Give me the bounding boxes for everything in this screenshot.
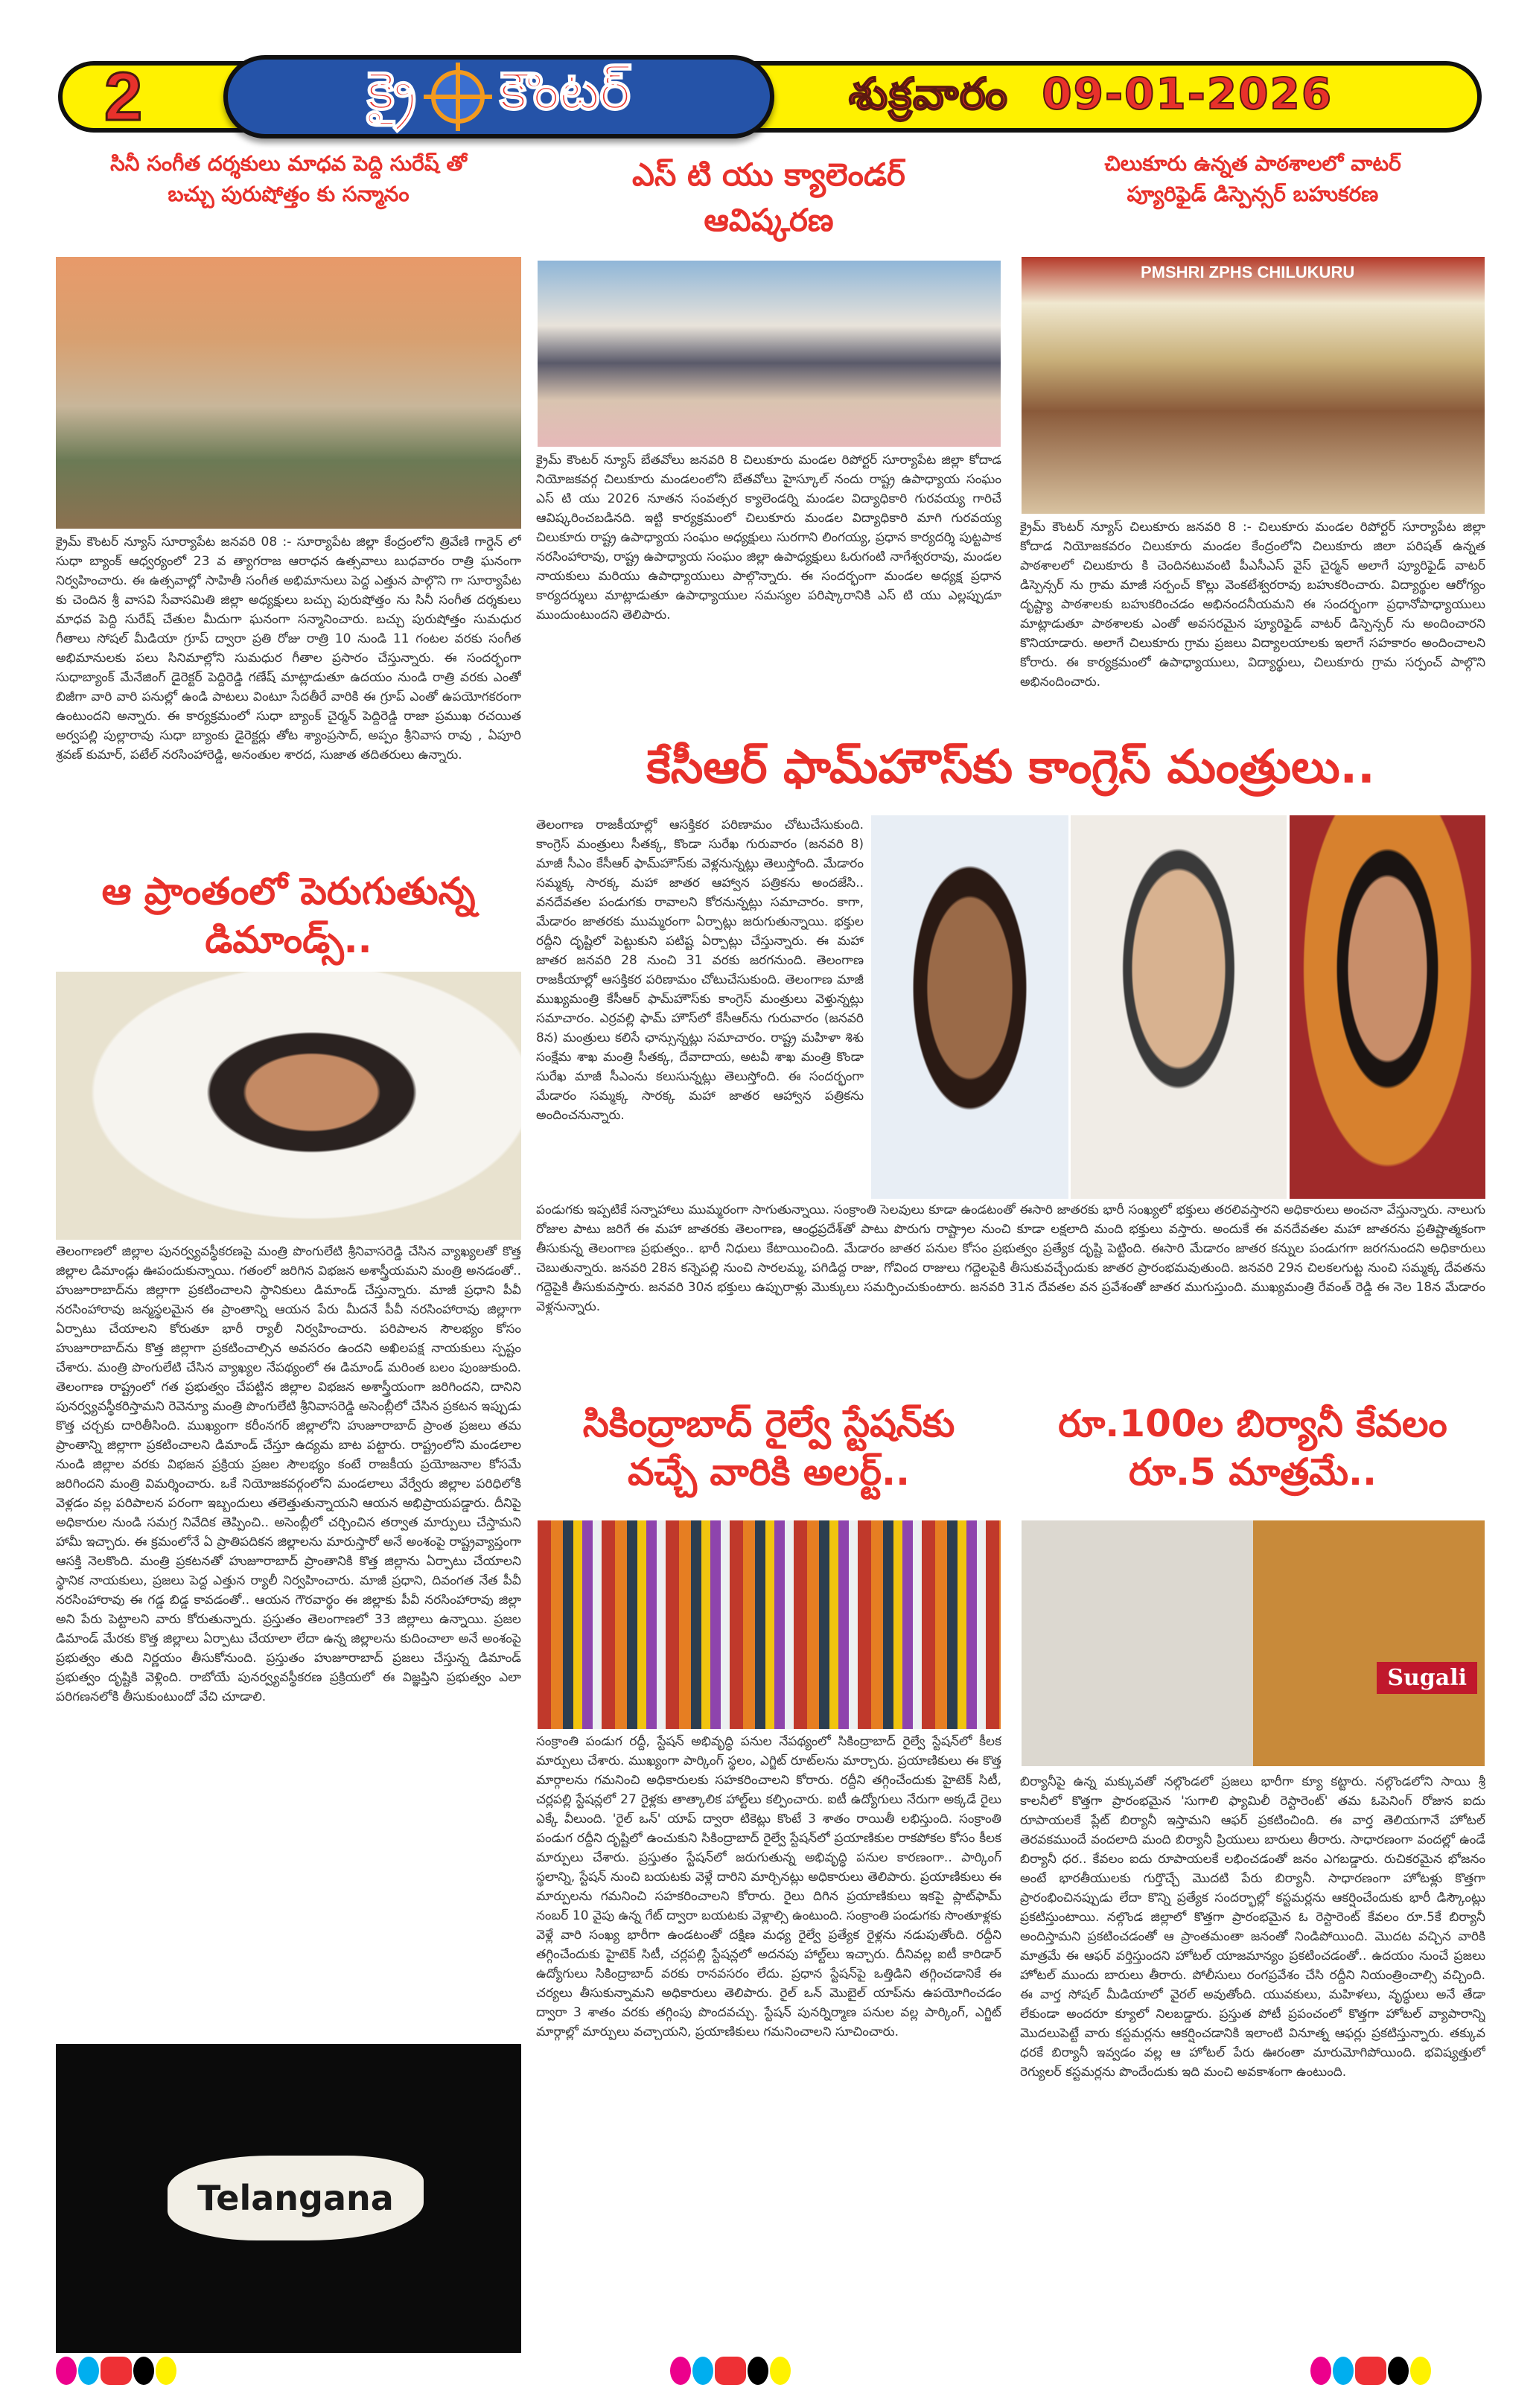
page-number: 2 <box>104 59 143 135</box>
music-headline <box>56 149 521 209</box>
telangana-map-photo <box>56 2044 521 2353</box>
logo-text-crime: క్రై <box>367 60 417 121</box>
magenta-mark <box>670 2357 691 2385</box>
kcr-photo <box>1071 815 1287 1199</box>
minister-seethakka-photo <box>871 815 1068 1199</box>
biryani-headline <box>1020 1400 1485 1497</box>
minister-konda-surekha-photo <box>1290 815 1485 1199</box>
demands-body: తెలంగాణలో జిల్లాల పునర్వ్యవస్థీకరణపై మంత్రి పొంగులేటి శ్రీనివాసరెడ్డి చేసిన వ్యాఖ్యలతో కొత్త జిల్లాల డిమాండ్లు ఊపందుకున్నాయి. గతంలో జరిగిన విభజన అశాస్త్రీయమని మంత్రి అనడంతో.. హుజూరాబాద్‌ను జిల్లాగా ప్రకటించాలని స్థానికులు డిమాండ్ చేస్తున్నారు. మాజీ ప్రధాని పీవీ నరసింహారావు జన్మస్థలమైన ఈ ప్రాంతాన్ని ఆయన పేరు మీదనే పీవీ నరసింహారావు జిల్లాగా ఏర్పాటు చేయాలని కోరుతూ భారీ ర్యాలీ నిర్వహించారు. పరిపాలన సౌలభ్యం కోసం హుజూరాబాద్‌ను కొత్త జిల్లాగా ప్రకటించాల్సిన అవసరం ఉందని అఖిలపక్ష నాయకులు స్పష్టం చేశారు. మంత్రి పొంగులేటి చేసిన వ్యాఖ్యల నేపథ్యంలో ఈ డిమాండ్ మరింత బలం పుంజుకుంది. తెలంగాణ రాష్ట్రంలో గత ప్రభుత్వం చేపట్టిన జిల్లాల విభజన అశాస్త్రీయంగా జరిగిందని, దానిని పునర్వ్యవస్థీకరిస్తామని రెవెన్యూ మంత్రి పొంగులేటి శ్రీనివాసరెడ్డి అసెంబ్లీలో చేసిన ప్రకటన ఇప్పుడు కొత్త చర్చకు దారితీసింది. ముఖ్యంగా కరీంనగర్ జిల్లాలోని హుజూరాబాద్ ప్రాంత ప్రజలు తమ ప్రాంతాన్ని జిల్లాగా ప్రకటించాలని డిమాండ్ చేస్తూ ఉద్యమ బాట పట్టారు. రాష్ట్రంలోని మండలాల నుండి జిల్లాల వరకు విభజన ప్రక్రియ ప్రజల సౌలభ్యం కంటే రాజకీయ ప్రయోజనాల కోసమే జరిగిందని మంత్రి విమర్శించారు. ఒకే నియోజకవర్గంలోని మండలాలు వేర్వేరు జిల్లాల పరిధిలోకి వెళ్లడం వల్ల పరిపాలన పరంగా ఇబ్బందులు తలెత్తుతున్నాయని ఆయన అభిప్రాయపడ్డారు. దీనిపై అధికారుల నుండి సమగ్ర నివేదిక తెప్పించి.. అసెంబ్లీలో చర్చించిన తర్వాత మార్పులు చేస్తామని హామీ ఇచ్చారు. ఈ క్రమంలోనే ఏ ప్రాతిపదికన జిల్లాలను మారుస్తారో అనే అంశంపై రాష్ట్రవ్యాప్తంగా ఆసక్తి నెలకొంది. మంత్రి ప్రకటనతో హుజూరాబాద్ ప్రాంతానికి కొత్త జిల్లాను ఏర్పాటు చేయాలని స్థానిక నాయకులు, ప్రజలు పెద్ద ఎత్తున ర్యాలీ నిర్వహించారు. మాజీ ప్రధాని, దివంగత నేత పీవీ నరసింహారావు ఈ గడ్డ బిడ్డ కావడంతో.. ఆయన గౌరవార్థం ఈ జిల్లాకు పీవీ నరసింహారావు జిల్లా అని పేరు పెట్టాలని వారు కోరుతున్నారు. ప్రస్తుతం తెలంగాణలో 33 జిల్లాలు ఉన్నాయి. ప్రజల డిమాండ్ మేరకు కొత్త జిల్లాలు ఏర్పాటు చేయాలా లేదా ఉన్న జిల్లాలను కుదించాలా అనే అంశంపై ప్రభుత్వం తుది నిర్ణయం తీసుకోనుంది. ప్రస్తుతం హుజూరాబాద్ ప్రజలు చేస్తున్న డిమాండ్ ప్రభుత్వం దృష్టికి వెళ్లింది. రాబోయే పునర్వ్యవస్థీకరణ ప్రక్రియలో ఈ విజ్ఞప్తిని ప్రభుత్వం ఎలా పరిగణనలోకి తీసుకుంటుందో వేచి చూడాలి. <box>56 1244 521 1704</box>
yellow-mark <box>156 2357 176 2385</box>
red-mark <box>1355 2357 1386 2385</box>
registration-marks-left <box>56 2357 176 2385</box>
water-headline <box>1020 149 1485 209</box>
water-headline-line2: ప్యూరిఫైడ్ డిస్పెన్సర్ బహుకరణ <box>1127 181 1379 206</box>
calendar-headline-line2: ఆవిష్కరణ <box>704 201 834 238</box>
music-headline-line1: సినీ సంగీత దర్శకులు మాధవ పెద్ది సురేష్ తో <box>110 151 467 176</box>
black-mark <box>748 2357 768 2385</box>
water-body: క్రైమ్ కౌంటర్ న్యూస్ చిలుకూరు జనవరి 8 :- చిలుకూరు మండల రిపోర్టర్ సూర్యాపేట జిల్లా కోదాడ నియోజకవరం చిలుకూరు మండల కేంద్రంలోని చిలుకూరు జిలా పరిషత్ ఉన్నత పాఠశాలలో చిలుకూరు కి చెందినటువంటి పీఎసీఎస్ వైస్ చైర్మన్ అలాగే ప్యూరిఫైడ్ వాటర్ డిస్పెన్సర్ ను గ్రామ మాజీ సర్పంచ్ కొల్లు వెంకటేశ్వరరావు బహుకరించారు. విద్యార్థుల ఆరోగ్యం దృష్ట్యా పాఠశాలకు బహుకరించడం అభినందనీయమని ఈ సందర్భంగా ప్రధానోపాధ్యాయులు మాట్లాడుతూ పాఠశాలకు ఎంతో అవసరమైన ప్యూరిఫైడ్ వాటర్ డిస్పెన్సర్ ను అందించారని కొనియాడారు. అలాగే చిలుకూరు గ్రామ ప్రజలు విద్యాలయాలకు ఇలాగే సహకారం అందించాలని కోరారు. ఈ కార్యక్రమంలో ఉపాధ్యాయులు, విద్యార్థులు, చిలుకూరు గ్రామ సర్పంచ్ పాల్గొని అభినందించారు. <box>1020 520 1485 689</box>
yellow-mark <box>770 2357 791 2385</box>
calendar-launch-photo <box>538 261 1001 447</box>
biryani-queue-photo <box>1022 1520 1485 1766</box>
cyan-mark <box>692 2357 713 2385</box>
day-label: శుక్రవారం <box>849 69 1009 119</box>
demands-headline-line2: డిమాండ్స్.. <box>205 918 372 961</box>
demands-headline <box>56 867 521 964</box>
magenta-mark <box>56 2357 77 2385</box>
newspaper-logo <box>223 55 774 138</box>
cyan-mark <box>78 2357 99 2385</box>
calendar-body: క్రైమ్ కౌంటర్ న్యూస్ బేతవోలు జనవరి 8 చిలుకూరు మండల రిపోర్టర్ సూర్యాపేట జిల్లా కోదాడ నియోజకవర్గ చిలుకూరు మండలంలోని బేతవోలు హైస్కూల్ నందు రాష్ట్ర ఉపాధ్యాయ సంఘం ఎస్ టి యు 2026 నూతన సంవత్సర క్యాలెండర్ని మండల విద్యాధికారి గురవయ్య గారిచే ఆవిష్కరించబడినది. ఇట్టి కార్యక్రమంలో చిలుకూరు మండల విద్యాధికారి మాగి గురవయ్య చిలుకూరు రాష్ట్ర ఉపాధ్యాయ సంఘం అధ్యక్షులు సురగాని లింగయ్య, ప్రధాన కార్యదర్శి పుట్టపాక నరసింహారావు, రాష్ట్ర ఉపాధ్యాయ సంఘం జిల్లా ఉపాధ్యక్షులు ఓరుగంటి నాగేశ్వరరావు, మండల నాయకులు మరియు ఉపాధ్యాయులు పాల్గొన్నారు. ఈ సందర్భంగా మండల అధ్యక్ష ప్రధాన కార్యదర్శులు మాట్లాడుతూ ఉపాధ్యాయుల సమస్యల పరిష్కారానికి ఎస్ టి యు ఎల్లప్పుడూ ముందుంటుందని తెలిపారు. <box>536 453 1001 622</box>
calendar-headline-line1: ఎస్ టి యు క్యాలెండర్ <box>632 156 905 193</box>
railway-headline-line1: సికింద్రాబాద్ రైల్వే స్టేషన్‌కు <box>582 1402 955 1445</box>
calendar-headline <box>536 153 1001 243</box>
water-headline-line1: చిలుకూరు ఉన్నత పాఠశాలలో వాటర్ <box>1104 151 1401 176</box>
registration-marks-center <box>670 2357 791 2385</box>
crosshair-icon <box>431 70 485 124</box>
logo-text-counter: కౌంటర్ <box>500 60 631 121</box>
kcr-body-wide: పండుగకు ఇప్పటికే సన్నాహాలు ముమ్మరంగా సాగుతున్నాయి. సంక్రాంతి సెలవులు కూడా ఉండటంతో ఈసారి జాతరకు భారీ సంఖ్యలో భక్తులు తరలివస్తారని అధికారులు అంచనా వేస్తున్నారు. నాలుగు రోజుల పాటు జరిగే ఈ మహా జాతరకు తెలంగాణ, ఆంధ్రప్రదేశ్‌తో పాటు పొరుగు రాష్ట్రాల నుంచి కూడా లక్షలాది మంది భక్తులు వస్తారు. అందుకే ఈ వనదేవతల మహా జాతరను ప్రతిష్టాత్మకంగా తీసుకున్న తెలంగాణ ప్రభుత్వం.. భారీ నిధులు కేటాయించింది. మేడారం జాతర పనుల కోసం ప్రభుత్వం ప్రత్యేక దృష్టి పెట్టింది. ఈసారి మేడారం జాతర కన్నుల పండుగగా జరగనుందని అధికారులు చెబుతున్నారు. జనవరి 28న కన్నెపల్లి నుంచి సారలమ్మ, పగిడిద్ద రాజు, గోవింద రాజులు గద్దెలపైకి తీసుకువచ్చేందుకు జాతర ప్రారంభమవుతుంది. జనవరి 29న చిలకలగుట్ట నుంచి సమ్మక్క దేవతను గద్దెపైకి తీసుకువస్తారు. జనవరి 30న భక్తులు ఉప్పురాళ్లు మొక్కులు సమర్పించుకుంటారు. జనవరి 31న దేవతల వన ప్రవేశంతో జాతర ముగుస్తుంది. ముఖ్యమంత్రి రేవంత్ రెడ్డి ఈ నెల 18న మేడారం వెళ్లనున్నారు. <box>536 1203 1485 1314</box>
telangana-map-label: Telangana <box>168 2156 424 2240</box>
biryani-headline-line2: రూ.5 మాత్రమే.. <box>1129 1450 1377 1494</box>
dateline <box>849 69 1333 130</box>
kcr-body-column: తెలంగాణ రాజకీయాల్లో ఆసక్తికర పరిణామం చోటుచేసుకుంది. కాంగ్రెస్ మంత్రులు సీతక్క, కొండా సురేఖ గురువారం (జనవరి 8) మాజీ సీఎం కేసీఆర్ ఫామ్‌హౌస్‌కు వెళ్లనున్నట్లు తెలుస్తోంది. మేడారం సమ్మక్క సారక్క మహా జాతర ఆహ్వాన పత్రికను అందజేసి.. వనదేవతల పండుగకు రావాలని కోరనున్నట్లు సమాచారం. కాగా, మేడారం జాతరకు ముమ్మరంగా ఏర్పాట్లు జరుగుతున్నాయి. భక్తుల రద్దీని దృష్టిలో పెట్టుకుని పటిష్ట ఏర్పాట్లు చేస్తున్నారు. ఈ మహా జాతర జనవరి 28 నుంచి 31 వరకు జరగనుంది. తెలంగాణ రాజకీయాల్లో ఆసక్తికర పరిణామం చోటుచేసుకుంది. తెలంగాణ మాజీ ముఖ్యమంత్రి కేసీఆర్ ఫామ్‌హౌస్‌కు కాంగ్రెస్ మంత్రులు వెళ్తున్నట్లు సమాచారం. ఎర్రవల్లి ఫామ్ హౌస్‌లో కేసీఆర్‌ను గురువారం (జనవరి 8న) మంత్రులు కలిసే ఛాన్సున్నట్లు సమాచారం. రాష్ట్ర మహిళా శిశు సంక్షేమ శాఖ మంత్రి సీతక్క, దేవాదాయ, అటవీ శాఖ మంత్రి కొండా సురేఖ మాజీ సీఎంను కలుసున్నట్లు తెలుస్తోంది. ఈ సందర్భంగా మేడారం సమ్మక్క సారక్క మహా జాతర ఆహ్వాన పత్రికను అందించనున్నారు. <box>536 818 864 1123</box>
railway-body: సంక్రాంతి పండుగ రద్దీ, స్టేషన్ అభివృద్ధి పనుల నేపథ్యంలో సికింద్రాబాద్ రైల్వే స్టేషన్‌లో కీలక మార్పులు చేశారు. ముఖ్యంగా పార్కింగ్ స్థలం, ఎగ్జిట్ రూట్‌లను మార్చారు. ప్రయాణికులు ఈ కొత్త మార్గాలను గమనించి అధికారులకు సహకరించాలని కోరారు. రద్దీని తగ్గించేందుకు హైటెక్ సిటీ, చర్లపల్లి స్టేషన్లలో 27 రైళ్లకు తాత్కాలిక హాల్ట్‌లు కల్పించారు. ఐటీ ఉద్యోగులు నేరుగా అక్కడే రైలు ఎక్కే వీలుంది. 'రైల్ ఒన్' యాప్ ద్వారా టికెట్లు కొంటే 3 శాతం రాయితీ లభిస్తుంది. సంక్రాంతి పండుగ రద్దీని దృష్టిలో ఉంచుకుని సికింద్రాబాద్ రైల్వే స్టేషన్‌లో ప్రయాణికుల రాకపోకల కోసం కీలక మార్పులు చేశారు. ప్రస్తుతం స్టేషన్‌లో జరుగుతున్న అభివృద్ధి పనుల కారణంగా.. పార్కింగ్ స్థలాన్ని, స్టేషన్ నుంచి బయటకు వెళ్లే దారిని మార్చినట్లు అధికారులు తెలిపారు. ప్రయాణికులు ఈ మార్పులను గమనించి సహకరించాలని కోరారు. రైలు దిగిన ప్రయాణికులు ఇకపై ప్లాట్‌ఫామ్ నంబర్ 10 వైపు ఉన్న గేట్ ద్వారా బయటకు వెళ్లాల్సి ఉంటుంది. సంక్రాంతి పండుగకు సొంతూళ్లకు వెళ్లే వారి సంఖ్య భారీగా ఉండటంతో దక్షిణ మధ్య రైల్వే ప్రత్యేక రైళ్లను నడుపుతోంది. రద్దీని తగ్గించేందుకు హైటెక్ సిటీ, చర్లపల్లి స్టేషన్లలో అదనపు హాల్ట్‌లు ఇచ్చారు. దీనివల్ల ఐటీ కారిడార్ ఉద్యోగులు సికింద్రాబాద్ వరకు రానవసరం లేదు. ప్రధాన స్టేషన్‌పై ఒత్తిడిని తగ్గించడానికే ఈ చర్యలు తీసుకున్నామని అధికారులు తెలిపారు. రైల్ ఒన్ మొబైల్ యాప్‌ను ఉపయోగించడం ద్వారా 3 శాతం వరకు తగ్గింపు పొందవచ్చు. స్టేషన్ పునర్నిర్మాణ పనుల వల్ల పార్కింగ్, ఎగ్జిట్ మార్గాల్లో మార్పులు వచ్చాయని, ప్రయాణికులు గమనించాలని సూచించారు. <box>536 1734 1001 2039</box>
magenta-mark <box>1310 2357 1331 2385</box>
music-award-photo <box>56 257 521 529</box>
biryani-headline-line1: రూ.100ల బిర్యానీ కేవలం <box>1058 1402 1447 1445</box>
restaurant-sign: Sugali <box>1377 1662 1477 1694</box>
yellow-mark <box>1410 2357 1431 2385</box>
red-mark <box>715 2357 746 2385</box>
minister-photo <box>56 972 521 1240</box>
music-headline-line2: బచ్చు పురుషోత్తం కు సన్మానం <box>168 181 410 206</box>
school-dispenser-photo <box>1022 257 1485 514</box>
black-mark <box>133 2357 154 2385</box>
railway-crowd-photo <box>538 1520 1001 1729</box>
red-mark <box>101 2357 132 2385</box>
date-label: 09-01-2026 <box>1042 69 1334 119</box>
demands-headline-line1: ఆ ప్రాంతంలో పెరుగుతున్న <box>101 870 476 913</box>
black-mark <box>1388 2357 1409 2385</box>
school-banner-text: PMSHRI ZPHS CHILUKURU <box>1141 263 1355 281</box>
railway-headline-line2: వచ్చే వారికి అలర్ట్.. <box>627 1450 910 1494</box>
biryani-body: బిర్యానీపై ఉన్న మక్కువతో నల్గొండలో ప్రజలు భారీగా క్యూ కట్టారు. నల్గొండలోని సాయి శ్రీ కాలనీలో కొత్తగా ప్రారంభమైన 'సుగాలి ఫ్యామిలీ రెస్టారెంట్' తమ ఓపెనింగ్ రోజున ఐదు రూపాయలకే ప్లేట్ బిర్యానీ ఇస్తామని ఆఫర్ ప్రకటించింది. ఈ వార్త తెలియగానే హోటల్ తెరవకముందే వందలాది మంది బిర్యానీ ప్రియులు బారులు తీరారు. సాధారణంగా వందల్లో ఉండే బిర్యానీ ధర.. కేవలం ఐదు రూపాయలకే లభించడంతో జనం ఎగబడ్డారు. రుచికరమైన భోజనం అంటే భారతీయులకు గుర్తొచ్చే మొదటి పేరు బిర్యానీ. సాధారణంగా హోటళ్లు కొత్తగా ప్రారంభించినప్పుడు లేదా కొన్ని ప్రత్యేక సందర్భాల్లో కస్టమర్లను ఆకర్షించేందుకు భారీ డిస్కౌంట్లు ప్రకటిస్తుంటాయి. నల్గొండ జిల్లాలో కొత్తగా ప్రారంభమైన ఓ రెస్టారెంట్ కేవలం రూ.5కే బిర్యానీ అందిస్తామని ప్రకటించడంతో ఆ ప్రాంతమంతా జనంతో నిండిపోయింది. మొదట వచ్చిన వారికి మాత్రమే ఈ ఆఫర్ వర్తిస్తుందని హోటల్ యాజమాన్యం ప్రకటించడంతో.. ఉదయం నుంచే ప్రజలు హోటల్ ముందు బారులు తీరారు. పోలీసులు రంగప్రవేశం చేసి రద్దీని నియంత్రించాల్సి వచ్చింది. ఈ వార్త సోషల్ మీడియాలో వైరల్ అవుతోంది. యువకులు, మహిళలు, వృద్ధులు అనే తేడా లేకుండా అందరూ క్యూలో నిలబడ్డారు. ప్రస్తుత పోటీ ప్రపంచంలో కొత్తగా హోటల్ వ్యాపారాన్ని మొదలుపెట్టే వారు కస్టమర్లను ఆకర్షించడానికి ఇలాంటి వినూత్న ఆఫర్లు ప్రకటిస్తున్నారు. తక్కువ ధరకే బిర్యానీ ఇవ్వడం వల్ల ఆ హోటల్ పేరు ఊరంతా మారుమోగిపోయింది. భవిష్యత్తులో రెగ్యులర్ కస్టమర్లను పొందేందుకు ఇది మంచి అవకాశంగా ఉంటుంది. <box>1020 1774 1485 2080</box>
music-body: క్రైమ్ కౌంటర్ న్యూస్ సూర్యాపేట జనవరి 08 :- సూర్యాపేట జిల్లా కేంద్రంలోని త్రివేణి గార్డెన్ లో సుధా బ్యాంక్ ఆధ్వర్యంలో 23 వ త్యాగరాజ ఆరాధన ఉత్సవాలు బుధవారం రాత్రి ఘనంగా నిర్వహించారు. ఈ ఉత్సవాల్లో సాహితీ సంగీత అభిమానులు పెద్ద ఎత్తున పాల్గొని గా సూర్యాపేట కు చెందిన శ్రీ వాసవి సేవాసమితి జిల్లా అధ్యక్షులు బచ్చు పురుషోత్తం ను సినీ సంగీత దర్శకులు మాధవ పెద్ది సురేష్ చేతుల మీదుగా ఘనంగా సన్మానించారు. బచ్చు పురుషోత్తం సుమధుర గీతాలు సోషల్ మీడియా గ్రూప్ ద్వారా ప్రతి రోజు రాత్రి 10 నుండి 11 గంటల వరకు సంగీత అభిమానులకు పలు సినిమాల్లోని సుమధుర గీతాల ప్రసారం చేస్తున్నారు. ఈ సందర్భంగా సుధాబ్యాంక్ మేనేజింగ్ డైరెక్టర్ పెద్దిరెడ్డి గణేష్ మాట్లాడుతూ ఉదయం నుండి రాత్రి వరకు ఎంతో బిజీగా వారి వారి పనుల్లో ఉండి పాటలు వింటూ సేదతీరే వారికి ఈ గ్రూప్ ఎంతో ఉపయోగకరంగా ఉంటుందని అన్నారు. ఈ కార్యక్రమంలో సుధా బ్యాంక్ చైర్మన్ పెద్దిరెడ్డి రాజా ప్రముఖ రచయిత అర్వపల్లి పుల్లారావు సుధా బ్యాంకు డైరెక్టర్లు తోట శ్యాంప్రసాద్, అప్పం శ్రీనివాస రావు , ఏపూరి శ్రవణ్ కుమార్, పటేల్ నరసింహారెడ్డి, అనంతుల శారద, సుజాత తదితరులు ఉన్నారు. <box>56 535 521 762</box>
kcr-headline: కేసీఆర్ ఫామ్‌హౌస్‌కు కాంగ్రెస్ మంత్రులు.. <box>646 739 1375 794</box>
cyan-mark <box>1333 2357 1354 2385</box>
registration-marks-right <box>1310 2357 1431 2385</box>
railway-headline <box>536 1400 1001 1497</box>
